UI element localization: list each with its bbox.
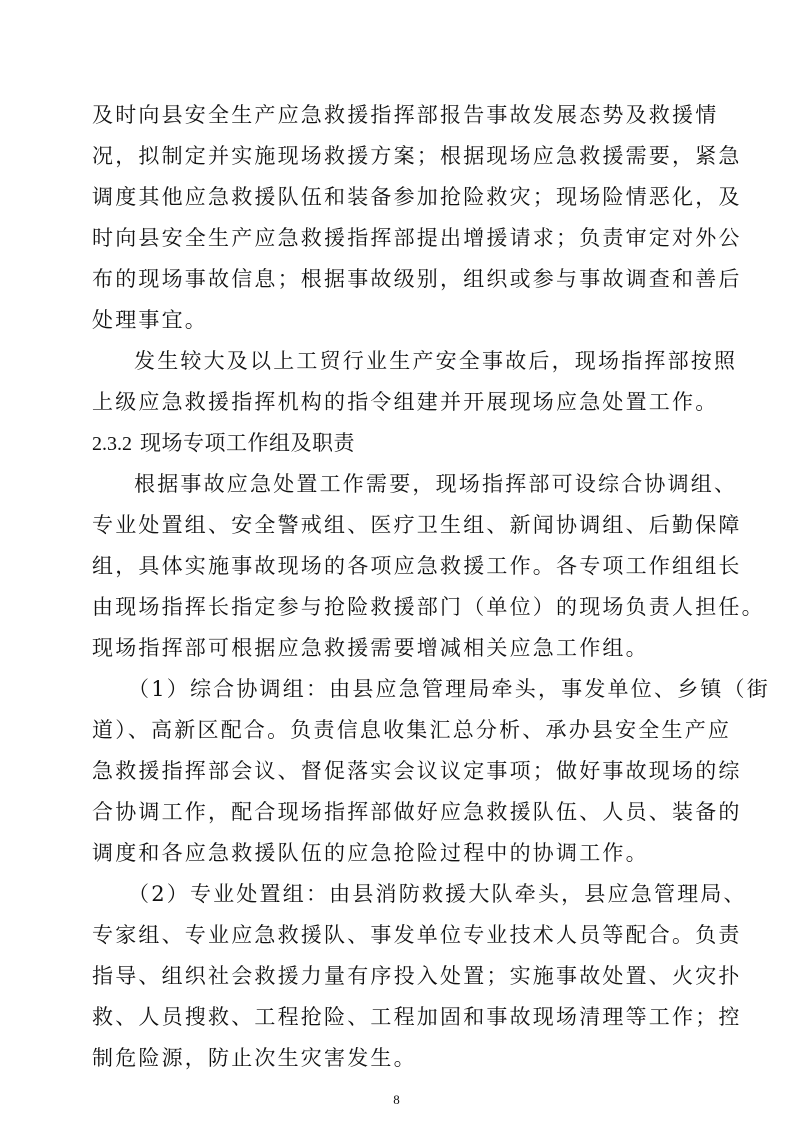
text-line: 处理事宜。	[92, 308, 208, 332]
text-line: 根据事故应急处置工作需要，现场指挥部可设综合协调组、	[134, 472, 738, 496]
text-line: 制危险源，防止次生灾害发生。	[92, 1046, 417, 1070]
text-line: 现场指挥部可根据应急救援需要增减相关应急工作组。	[92, 636, 649, 660]
text-line: 时向县安全生产应急救援指挥部提出增援请求；负责审定对外公	[92, 226, 742, 250]
section-title: 现场专项工作组及职责	[140, 431, 355, 455]
text-line: 专家组、专业应急救援队、事发单位专业技术人员等配合。负责	[92, 923, 742, 947]
text-line: 专业处置组、安全警戒组、医疗卫生组、新闻协调组、后勤保障	[92, 513, 742, 537]
text-line: 布的现场事故信息；根据事故级别，组织或参与事故调查和善后	[92, 267, 742, 291]
section-number: 2.3.2	[92, 433, 132, 455]
text-line: 急救援指挥部会议、督促落实会议议定事项；做好事故现场的综	[92, 759, 742, 783]
text-line: 指导、组织社会救援力量有序投入处置；实施事故处置、火灾扑	[92, 964, 742, 988]
text-line: （1）综合协调组：由县应急管理局牵头，事发单位、乡镇（街	[128, 677, 770, 701]
text-line: 合协调工作，配合现场指挥部做好应急救援队伍、人员、装备的	[92, 800, 742, 824]
text-line: 组，具体实施事故现场的各项应急救援工作。各专项工作组组长	[92, 554, 742, 578]
text-line: 救、人员搜救、工程抢险、工程加固和事故现场清理等工作；控	[92, 1005, 742, 1029]
text-line: （2）专业处置组：由县消防救援大队牵头，县应急管理局、	[128, 882, 747, 906]
text-line: 调度和各应急救援队伍的应急抢险过程中的协调工作。	[92, 841, 649, 865]
text-line: 发生较大及以上工贸行业生产安全事故后，现场指挥部按照	[134, 349, 738, 373]
page-number: 8	[393, 1092, 400, 1107]
text-line: 及时向县安全生产应急救援指挥部报告事故发展态势及救援情	[92, 103, 719, 127]
text-line: 上级应急救援指挥机构的指令组建并开展现场应急处置工作。	[92, 390, 719, 414]
section-heading	[92, 423, 712, 463]
text-line: 调度其他应急救援队伍和装备参加抢险救灾；现场险情恶化，及	[92, 185, 742, 209]
text-line: 道）、高新区配合。负责信息收集汇总分析、承办县安全生产应	[92, 718, 732, 742]
text-line: 由现场指挥长指定参与抢险救援部门（单位）的现场负责人担任。	[92, 595, 765, 619]
text-line: 况，拟制定并实施现场救援方案；根据现场应急救援需要，紧急	[92, 144, 742, 168]
